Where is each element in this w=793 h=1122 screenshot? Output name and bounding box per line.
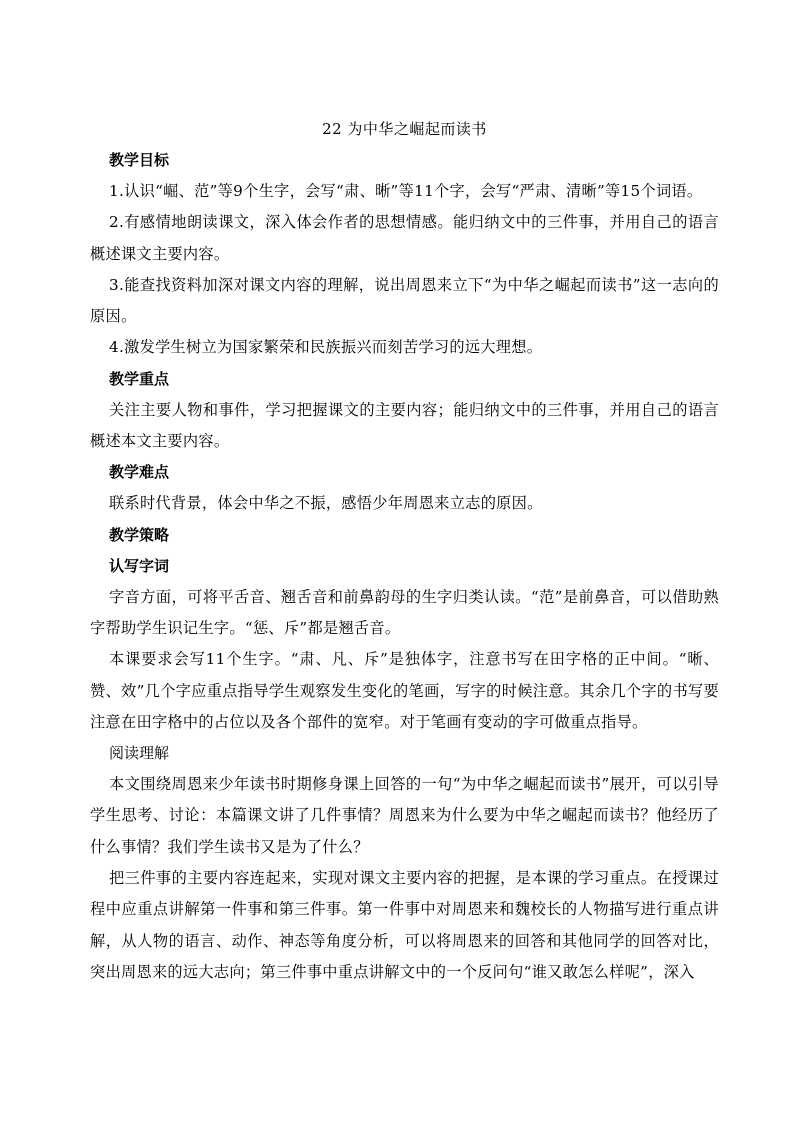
document-title: 22 为中华之崛起而读书 — [322, 120, 487, 138]
paragraph-objective-1: 1.认识“崛、范”等9个生字，会写“肃、晰”等11个字，会写“严肃、清晰”等15个词语。 — [109, 182, 703, 200]
paragraph-objective-4: 4.激发学生树立为国家繁荣和民族振兴而刻苦学习的远大理想。 — [109, 338, 543, 357]
section-heading-key-points: 教学重点 — [109, 369, 170, 388]
paragraph-objective-3: 3.能查找资料加深对课文内容的理解，说出周恩来立下“为中华之崛起而读书”这一志向的原因。 — [90, 275, 719, 326]
section-heading-strategies: 教学策略 — [109, 525, 170, 544]
paragraph-reading-2: 把三件事的主要内容连起来，实现对课文主要内容的把握，是本课的学习重点。在授课过程中应重点讲解第一件事和第三件事。第一件事中对周恩来和魏校长的人物描写进行重点讲解，从人物的语言、动作、神态等角度分析，可以将周恩来的回答和其他同学的回答对比，突出周恩来的远大志向；第三件事中重点讲解文中的一个反问句“谁又敢怎么样呢”，深入 — [90, 869, 719, 981]
paragraph-key-points: 关注主要人物和事件，学习把握课文的主要内容；能归纳文中的三件事，并用自己的语言概述本文主要内容。 — [90, 400, 719, 451]
subheading-reading: 阅读理解 — [109, 744, 170, 763]
paragraph-pronunciation: 字音方面，可将平舌音、翘舌音和前鼻韵母的生字归类认读。“范”是前鼻音，可以借助熟字帮助学生识记生字。“惩、斥”都是翘舌音。 — [90, 587, 719, 637]
section-heading-objectives: 教学目标 — [109, 151, 170, 169]
paragraph-writing: 本课要求会写11个生字。“肃、凡、斥”是独体字，注意书写在田字格的正中间。“晰、赞、效”几个字应重点指导学生观察发生变化的笔画，写字的时候注意。其余几个字的书写要注意在田字格中的占位以及各个部件的宽窄。对于笔画有变动的字可做重点指导。 — [90, 650, 719, 731]
paragraph-difficulties: 联系时代背景，体会中华之不振，感悟少年周恩来立志的原因。 — [109, 494, 543, 513]
paragraph-objective-2: 2.有感情地朗读课文，深入体会作者的思想情感。能归纳文中的三件事，并用自己的语言概述课文主要内容。 — [90, 213, 719, 263]
subheading-characters: 认写字词 — [109, 556, 170, 575]
paragraph-reading-1: 本文围绕周恩来少年读书时期修身课上回答的一句“为中华之崛起而读书”展开，可以引导学生思考、讨论：本篇课文讲了几件事情？周恩来为什么要为中华之崛起而读书？他经历了什么事情？我们学生读书又是为了什么？ — [90, 775, 719, 856]
section-heading-difficulties: 教学难点 — [109, 463, 170, 482]
